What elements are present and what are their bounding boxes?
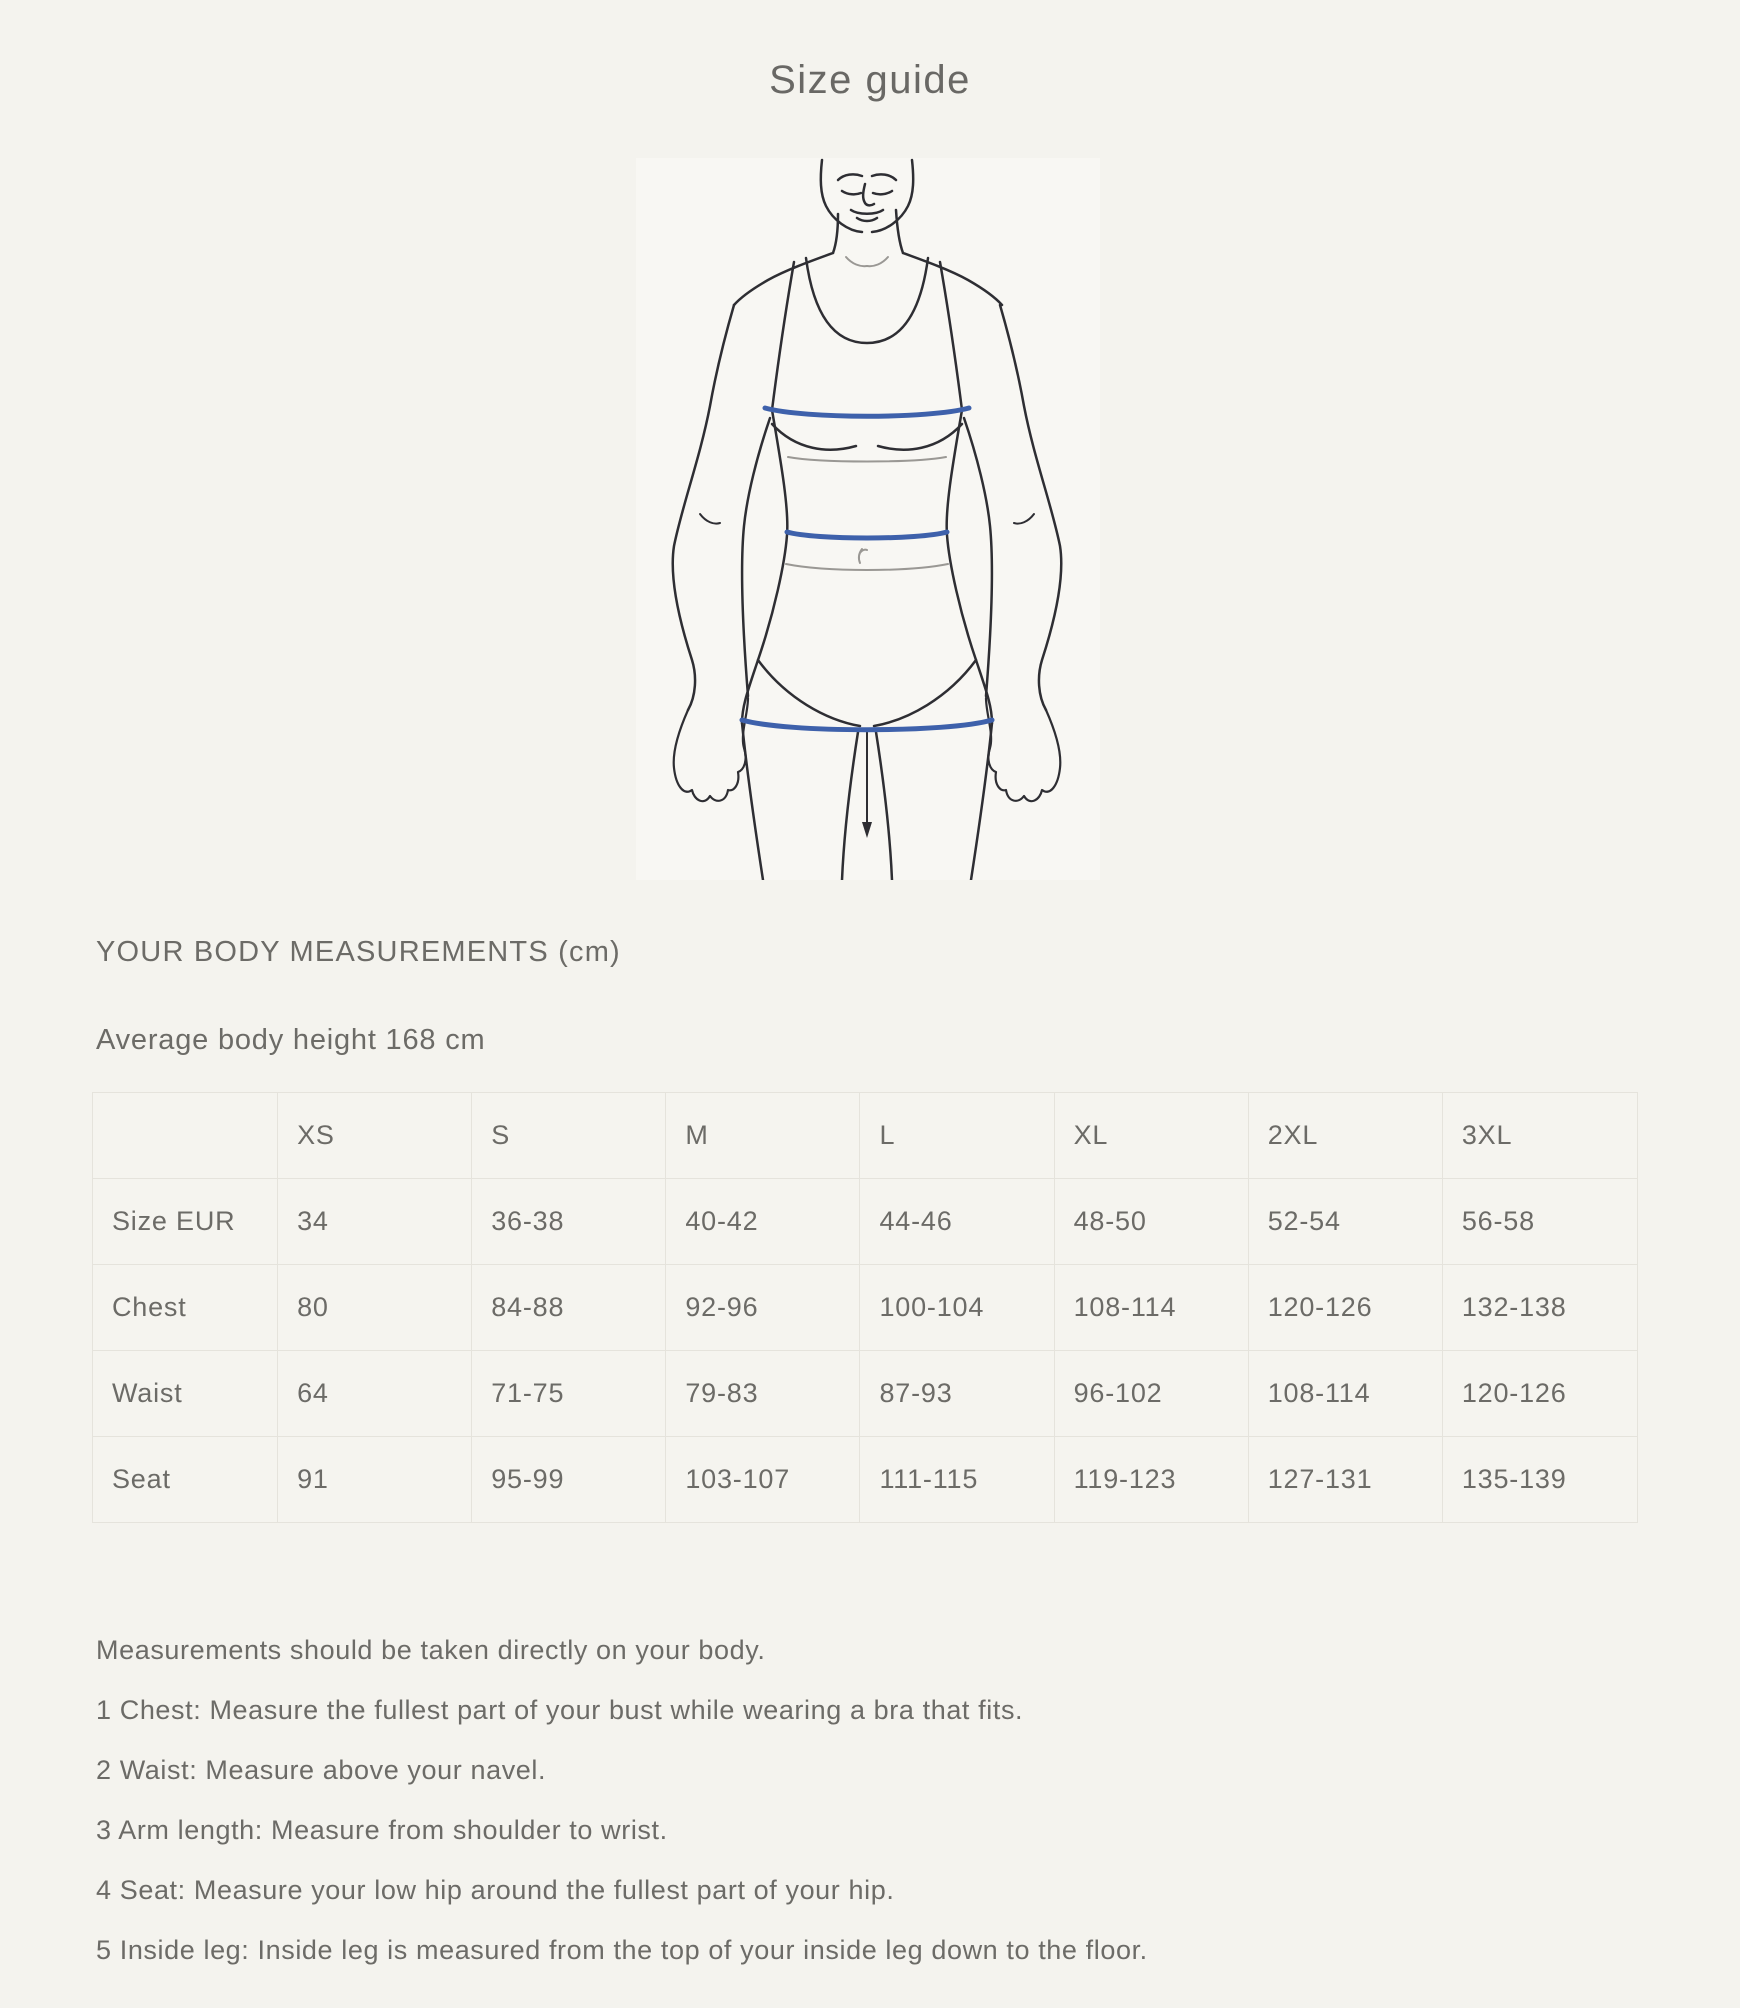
table-cell: 84-88 [472,1265,666,1351]
leg-right-outer [971,723,992,880]
elbow-crease-left [700,514,720,524]
bust-curve-right [878,424,962,450]
table-cell: 52-54 [1248,1179,1442,1265]
body-figure-svg [636,158,1100,880]
table-cell: 108-114 [1054,1265,1248,1351]
arm-right-outer [1000,305,1061,710]
shoulder-left [734,253,833,305]
table-cell: 40-42 [666,1179,860,1265]
table-cell: 103-107 [666,1437,860,1523]
table-cell: 120-126 [1248,1265,1442,1351]
navel-mark [859,549,867,563]
column-header-xl: XL [1054,1093,1248,1179]
eyebrow-left [838,174,862,180]
leg-left-outer [742,723,763,880]
torso-left [742,410,787,723]
table-cell: 36-38 [472,1179,666,1265]
table-cell: 111-115 [860,1437,1054,1523]
arm-left-inner [742,418,770,696]
table-cell: 119-123 [1054,1437,1248,1523]
table-cell: 91 [278,1437,472,1523]
table-cell: 48-50 [1054,1179,1248,1265]
bra-armhole-left [772,262,794,410]
table-cell: 120-126 [1442,1351,1637,1437]
table-cell: 127-131 [1248,1437,1442,1523]
note-line: 3 Arm length: Measure from shoulder to wrist. [96,1815,668,1845]
table-cell: 87-93 [860,1351,1054,1437]
table-cell: 44-46 [860,1179,1054,1265]
row-label: Chest [93,1265,278,1351]
table-cell: 100-104 [860,1265,1054,1351]
bra-band-line [788,457,946,462]
note-line: 2 Waist: Measure above your navel. [96,1755,547,1785]
face-outline-left [821,160,862,232]
note-line: Measurements should be taken directly on your body. [96,1635,766,1665]
eye-right [873,191,892,194]
table-cell: 71-75 [472,1351,666,1437]
briefs-leg-left [758,660,860,726]
arm-left-outer [673,305,734,710]
table-cell: 64 [278,1351,472,1437]
column-header-l: L [860,1093,1054,1179]
eyebrow-right [872,174,896,180]
column-header-blank [93,1093,278,1179]
table-header-row [93,1093,1638,1179]
nose [863,184,874,205]
size-table [92,1092,1638,1523]
table-cell: 79-83 [666,1351,860,1437]
notes [96,1628,1656,1988]
leg-right-inner [876,732,892,880]
table-row [93,1437,1638,1523]
table-row [93,1265,1638,1351]
face-outline-right [872,160,913,232]
table-cell: 56-58 [1442,1179,1637,1265]
table-cell: 132-138 [1442,1265,1637,1351]
column-header-xs: XS [278,1093,472,1179]
bra-armhole-right [940,262,962,410]
inside-leg-arrow [862,822,872,838]
table-cell: 34 [278,1179,472,1265]
table-row [93,1351,1638,1437]
column-header-m: M [666,1093,860,1179]
table-cell: 135-139 [1442,1437,1637,1523]
table-row [93,1179,1638,1265]
hand-left [674,698,748,801]
row-label: Seat [93,1437,278,1523]
note-line: 5 Inside leg: Inside leg is measured from the top of your inside leg down to the floor. [96,1935,1148,1965]
chest-measure-line [765,408,969,416]
bust-curve-left [772,424,856,450]
collarbone-left [846,257,867,266]
collarbone-right [867,257,888,266]
table-cell: 96-102 [1054,1351,1248,1437]
page-title: Size guide [769,58,971,102]
briefs-waistband [786,564,948,570]
bra-neckline [806,258,928,343]
body-measurement-figure [636,158,1100,880]
table-cell: 80 [278,1265,472,1351]
elbow-crease-right [1014,514,1034,524]
leg-left-inner [842,732,858,880]
row-label: Waist [93,1351,278,1437]
eye-left [842,191,861,194]
arm-right-inner [964,418,992,696]
column-header-2xl: 2XL [1248,1093,1442,1179]
section-subheading: Average body height 168 cm [96,1024,486,1056]
note-line: 1 Chest: Measure the fullest part of your bust while wearing a bra that fits. [96,1695,1024,1725]
section-heading: YOUR BODY MEASUREMENTS (cm) [96,936,621,968]
table-cell: 95-99 [472,1437,666,1523]
torso-right [947,410,992,723]
column-header-3xl: 3XL [1442,1093,1637,1179]
column-header-s: S [472,1093,666,1179]
table-cell: 108-114 [1248,1351,1442,1437]
table-cell: 92-96 [666,1265,860,1351]
seat-measure-line [742,720,992,730]
note-line: 4 Seat: Measure your low hip around the fullest part of your hip. [96,1875,895,1905]
lips [851,210,883,221]
briefs-leg-right [874,660,976,726]
waist-measure-line [787,532,947,538]
shoulder-right [903,253,1002,305]
row-label: Size EUR [93,1179,278,1265]
hand-right [986,698,1060,801]
